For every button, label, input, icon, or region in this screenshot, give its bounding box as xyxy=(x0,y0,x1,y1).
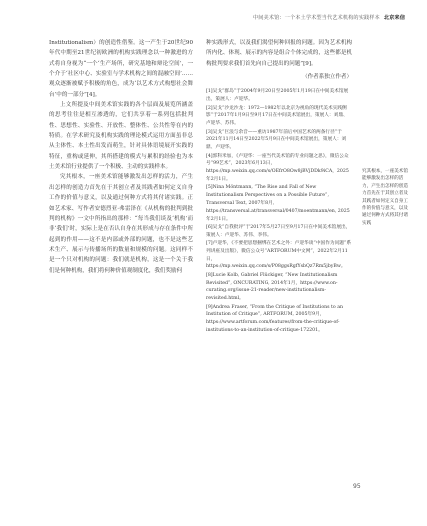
running-header xyxy=(253,14,405,21)
reference-item: [6]吴戈“自我批评”于2017年5月27日至9月17日在中间美术馆展出，策展人：卢迎华、苏伟、李伟。 xyxy=(206,224,351,238)
pull-quote: 究其根本，一座美术馆能够激发出怎样的活力，产生出怎样的创造力首先在于其创立者及其践者如何定义自身工作的价值与意义，以及通过何种方式将其付诸实践 xyxy=(362,169,408,226)
reference-item: [8]Lucie Kolb, Gabriel Flückiger, “New Institutionalism Revisited”, ONCURATING, 2014年1月，https://www.on-curating.org/issue-21-reader/new-institutionalism-revisited.html。 xyxy=(206,272,338,302)
reference-item: [3]吴戈“巨浪与余音——重访1987年前后中国艺术的两条行径”于2021年11月14日至2022年5月9日在中间美术馆展出，策展人：刘鼎、卢迎华。 xyxy=(206,129,347,151)
reference-item: [5]Nina Möntmann, “The Rise and Fall of New Institutionalism Perspectives on a Possible Future”, Transversal Text, 2007年8月, https://transversal.at/transversal/0407/moentmann/en, 2025年2月1日。 xyxy=(206,185,350,222)
body-paragraph: 种实践形式，以及我们渴望何种回报的问题。因为艺术机构所内化、体现、展示的内容是组合个体完成的，这些都是机构批判要求我们首先向自己提出的问题”[9]。 xyxy=(206,40,352,67)
body-paragraph: Institutionalism）的创造性借鉴。这一产生于20世纪90年代中期至21世纪初欧洲的机构实践理念以一种激进的方式将自身视为“一个‘生产场所，研究基地和辩论空间’，一个介于‘社区中心、实验室与学术机构之间的混融空间’……观众逐渐被赋予积极的角色，成为‘以艺术方式构想社会舞台’中的一部分”[4]。 xyxy=(49,40,193,98)
running-title: 中间美术馆：一个本土学术型当代艺术机构的实践样本 xyxy=(252,15,380,21)
reference-item: [4]郭科米加，《卢迎华：一座当代美术馆的专业问题之思》，微信公众号“99艺术”，2023年6月13日，https://mp.weixin.qq.com/s/OEfrO8Ow8jBVjDDk9iCA，2025年2月1日。 xyxy=(206,153,349,182)
section-title: 北京来信 xyxy=(383,15,405,21)
reference-item: [7]卢迎华，《不要把思想捆绑在艺术之外：卢迎华谈“中国作为问题”系列讲座及出版》，微信公众号“ARTFORUM中文网”，2022年2月11日，https://mp.weixin.qq.com/s/P08ggsRgfYsbQz7Rm5jbyBw。 xyxy=(206,241,352,270)
reference-item: [2]吴戈“沙龙沙龙：1972—1982年以北京为视角的现代美术实践侧影”于2017年1月9日至9月17日在中间美术馆展出，策展人：刘鼎、卢迎华、苏伟。 xyxy=(206,105,348,127)
reference-item: [1]吴戈“群岛”于2004年9月20日至2005年1月19日在中间美术馆展出，策展人：卢迎华。 xyxy=(206,89,349,103)
body-paragraph: 上文所提及中间美术馆实践的各个层面及展览所涵盖的思考往往是相互渗透的，它们共享着一系列包括批判性、思想性、实验性、开放性、整体性、公共性等在内的特质。在学术研究及机构实践的理论模式运用方面虽非总从主体性、本土性出发而萌生，针对具体语境展开实践的特征，重构或延伸，其所搭建的模式与累积的经验也为本土美术馆行业提供了一个积极、主动的实践样本。 xyxy=(49,102,193,171)
author-note: （作者系独立作者） xyxy=(302,74,352,81)
page-number: 95 xyxy=(353,483,361,490)
left-column xyxy=(49,38,193,276)
middle-column xyxy=(206,38,352,335)
body-paragraph: 究其根本，一座美术馆能够激发出怎样的活力，产生出怎样的创造力首先在于其创立者及其践者如何定义自身工作的价值与意义，以及通过何种方式将其付诸实践。正如艺术家、写作者安德烈亚·弗雷泽在《从机构的批判到批判的机构》一文中所指出的那样：“每当我们谈及‘机构’而非‘我们’时，实际上是在否认自身在其形成与存在条件中所起到的作用——这不是内部或外部的问题，也不是这些艺术生产、展示与传播场所的数量和规模的问题。这同样不是一个只对机构的问题：我们就是机构，这是一个关于我们是何种机构，我们将何种价值观制度化，我们奖励何 xyxy=(49,174,193,274)
reference-item: [9]Andrea Fraser, “From the Critique of Institutions to an Institution of Critique”, ARTFORUM, 2005年9月，https://www.artforum.com/features/from-the-critique-of-institutions-to-an-institution-of-critique-172201。 xyxy=(206,304,344,334)
reference-list xyxy=(206,88,352,334)
